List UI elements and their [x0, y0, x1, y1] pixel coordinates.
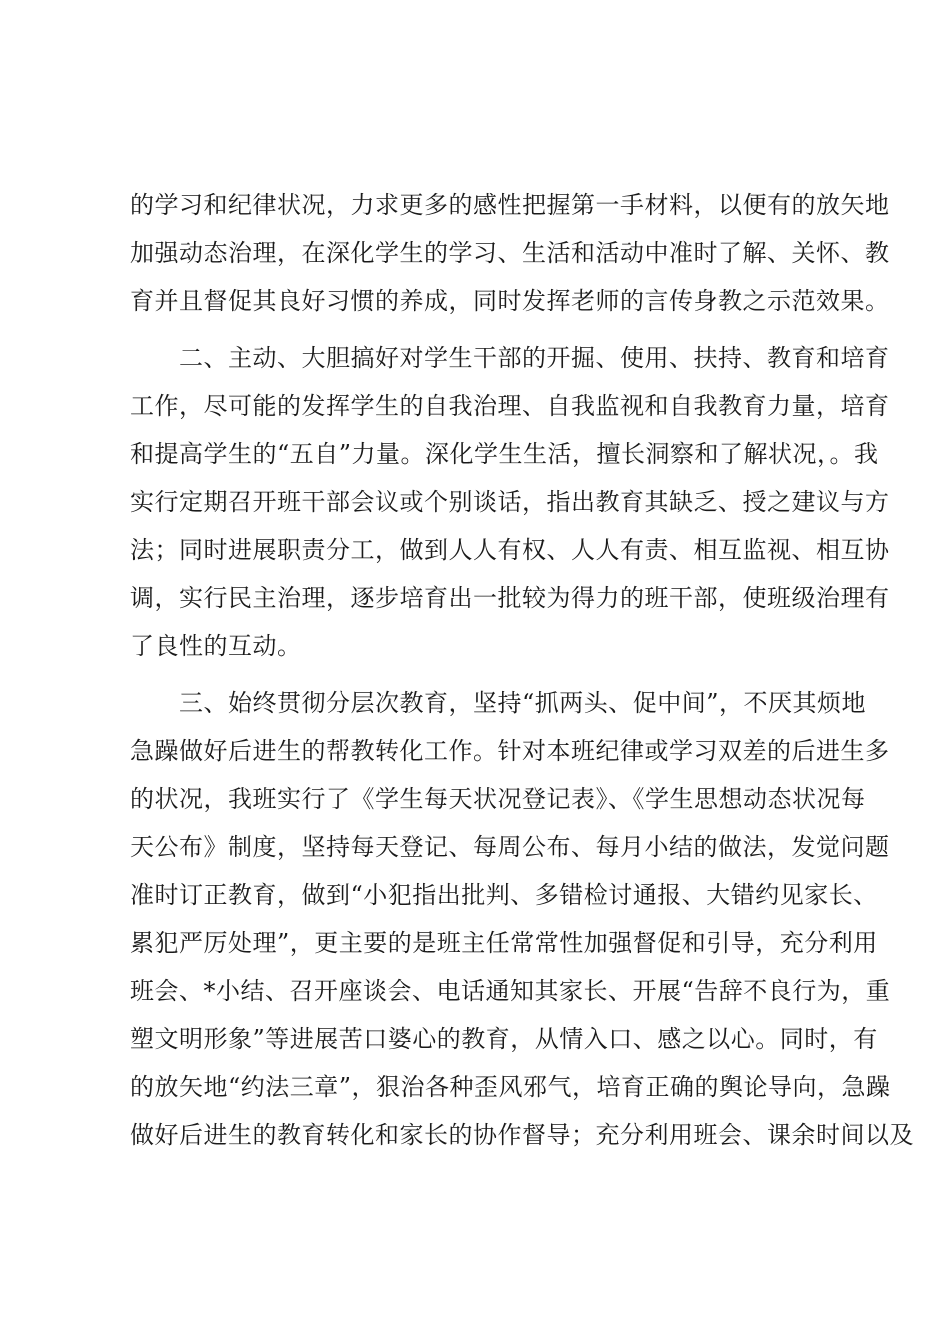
text-line: 加强动态治理，在深化学生的学习、生活和活动中准时了解、关怀、教 [130, 239, 890, 267]
text-line: 天公布》制度，坚持每天登记、每周公布、每月小结的做法，发觉问题 [130, 833, 890, 861]
text-line: 二、主动、大胆搞好对学生干部的开掘、使用、扶持、教育和培育 [130, 344, 890, 372]
text-line: 累犯严厉处理”，更主要的是班主任常常性加强督促和引导，充分利用 [130, 929, 878, 957]
text-line: 了良性的互动。 [130, 632, 302, 660]
text-line: 实行定期召开班干部会议或个别谈话，指出教育其缺乏、授之建议与方 [130, 488, 890, 516]
text-line: 急躁做好后进生的帮教转化工作。针对本班纪律或学习双差的后进生多 [130, 737, 890, 765]
text-line: 和提高学生的“五自”力量。深化学生生活，擅长洞察和了解状况，。我 [130, 440, 879, 468]
text-line: 准时订正教育，做到“小犯指出批判、多错检讨通报、大错约见家长、 [130, 881, 878, 909]
text-line: 调，实行民主治理，逐步培育出一批较为得力的班干部，使班级治理有 [130, 584, 890, 612]
text-line: 工作，尽可能的发挥学生的自我治理、自我监视和自我教育力量，培育 [130, 392, 890, 420]
text-line: 塑文明形象”等进展苦口婆心的教育，从情入口、感之以心。同时，有 [130, 1025, 878, 1053]
text-line: 的放矢地“约法三章”，狠治各种歪风邪气，培育正确的舆论导向，急躁 [130, 1073, 891, 1101]
text-line: 育并且督促其良好习惯的养成，同时发挥老师的言传身教之示范效果。 [130, 287, 890, 315]
text-line: 班会、*小结、召开座谈会、电话通知其家长、开展“告辞不良行为，重 [130, 977, 891, 1005]
text-line: 法；同时进展职责分工，做到人人有权、人人有责、相互监视、相互协 [130, 536, 890, 564]
text-line: 的学习和纪律状况，力求更多的感性把握第一手材料，以便有的放矢地 [130, 191, 890, 219]
text-line: 的状况，我班实行了《学生每天状况登记表》、《学生思想动态状况每 [130, 785, 866, 813]
text-line: 三、始终贯彻分层次教育，坚持“抓两头、促中间”，不厌其烦地 [130, 689, 867, 717]
text-line: 做好后进生的教育转化和家长的协作督导；充分利用班会、课余时间以及 [130, 1121, 914, 1149]
